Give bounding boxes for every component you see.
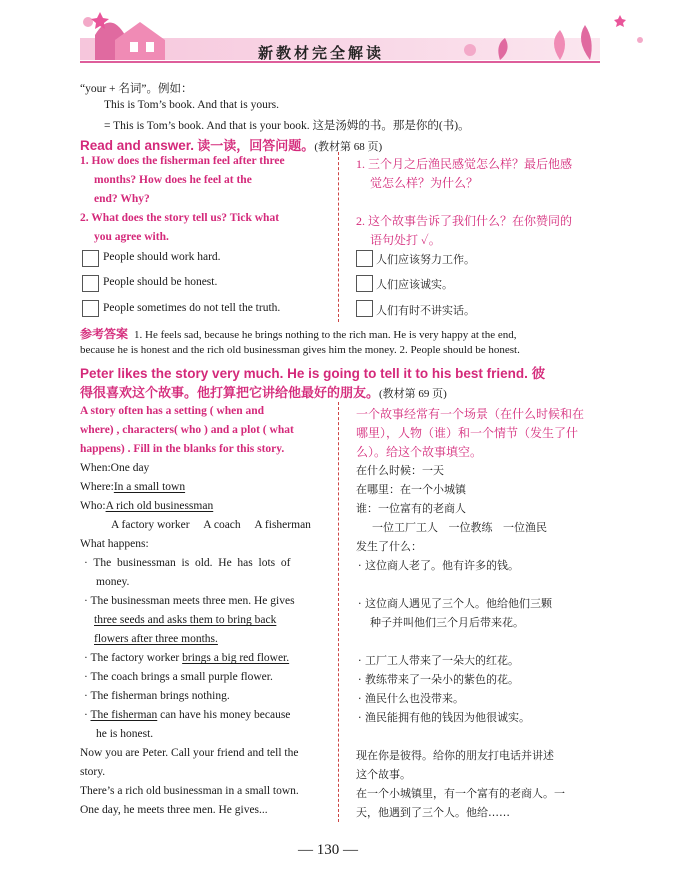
q2-en-line1: 2. What does the story tell us? Tick what	[80, 212, 280, 224]
cn-bullet-5: · 渔民什么也没带来。	[358, 692, 464, 705]
bullet-5: · The fisherman brings nothing.	[84, 690, 230, 702]
grammar-note: “your + 名词”。例如：	[80, 83, 193, 95]
cn-when: 在什么时候：一天	[356, 464, 444, 477]
checkbox-2[interactable]	[82, 275, 99, 292]
where-row: Where:In a small town	[80, 481, 186, 493]
cn-now-2: 这个故事。	[356, 768, 411, 781]
cn-what: 发生了什么：	[356, 540, 422, 553]
q1-en-line1: 1. How does the fisherman feel after three	[80, 155, 285, 167]
column-divider-1	[338, 152, 339, 322]
roles-row: A factory worker A coach A fisherman	[111, 519, 311, 531]
cn-bullet-2-line2: 种子并叫他们三个月后带来花。	[370, 616, 524, 629]
q2-cn-line1: 2. 这个故事告诉了我们什么？在你赞同的	[356, 214, 573, 228]
answer-line-1: 参考答案 1. He feels sad, because he brings nothing to the rich man. He is very happy at the end,	[80, 327, 517, 341]
instr-cn-2: 哪里），人物（谁）和一个情节（发生了什	[356, 426, 579, 440]
cn-bullet-2-line1: · 这位商人遇见了三个人。他给他们三颗	[358, 597, 552, 610]
bullet-6-line2: he is honest.	[96, 728, 154, 740]
checkbox-cn-3[interactable]	[356, 300, 373, 317]
cn-roles: 一位工厂工人 一位教练 一位渔民	[372, 521, 547, 534]
bullet-6: · The fisherman can have his money because	[84, 709, 291, 721]
q2-en-line2: you agree with.	[94, 231, 169, 243]
header-band	[0, 0, 675, 72]
instr-cn-3: 么）。给这个故事填空。	[356, 445, 483, 459]
example-line-1: This is Tom’s book. And that is yours.	[104, 99, 280, 111]
checkbox-3[interactable]	[82, 300, 99, 317]
page-number: — 130 —	[298, 842, 358, 858]
cn-bullet-4: · 教练带来了一朵小的紫色的花。	[358, 673, 519, 686]
checkbox-cn-1[interactable]	[356, 250, 373, 267]
section2-heading-line2: 得很喜欢这个故事。他打算把它讲给他最好的朋友。(教材第 69 页)	[80, 385, 447, 400]
option-cn-1: 人们应该努力工作。	[376, 253, 475, 266]
cn-there-2: 天，他遇到了三个人。他给……	[356, 806, 510, 819]
column-divider-2	[338, 402, 339, 822]
q1-cn-line2: 觉怎么样？为什么？	[370, 176, 479, 190]
bullet-3: · The factory worker brings a big red flower.	[84, 652, 290, 664]
option-2: People should be honest.	[103, 276, 218, 288]
cn-bullet-3: · 工厂工人带来了一朵大的红花。	[358, 654, 519, 667]
bullet-1-line1: · The businessman is old. He has lots of	[84, 557, 291, 569]
instr-cn-1: 一个故事经常有一个场景（在什么时候和在	[356, 407, 585, 421]
bullet-2-line1: · The businessman meets three men. He gives	[84, 595, 295, 607]
now-line-1: Now you are Peter. Call your friend and tell the	[80, 747, 299, 759]
q1-en-line3: end? Why?	[94, 193, 150, 205]
bullet-4: · The coach brings a small purple flower.	[84, 671, 273, 683]
now-line-2: story.	[80, 766, 106, 778]
checkbox-cn-2[interactable]	[356, 275, 373, 292]
header-title: 新教材完全解读	[258, 44, 385, 62]
instr-en-1: A story often has a setting ( when and	[80, 405, 265, 417]
there-line-2: One day, he meets three men. He gives...	[80, 804, 268, 816]
bullet-1-line2: money.	[96, 576, 130, 588]
instr-en-3: happens) . Fill in the blanks for this story.	[80, 443, 285, 455]
cn-there-1: 在一个小城镇里，有一个富有的老商人。一	[356, 787, 565, 800]
option-cn-2: 人们应该诚实。	[376, 278, 453, 291]
when-row: When:One day	[80, 462, 150, 474]
bullet-2-line3: flowers after three months.	[94, 633, 218, 645]
who-row: Who:A rich old businessman	[80, 500, 214, 512]
option-3: People sometimes do not tell the truth.	[103, 302, 281, 314]
instr-en-2: where) , characters( who ) and a plot ( what	[80, 424, 294, 436]
answer-line-2: because he is honest and the rich old businessman gives him the money. 2. People should be honest.	[80, 344, 520, 356]
example-line-2: = This is Tom’s book. And that is your book. 这是汤姆的书。那是你的(书)。	[104, 120, 470, 132]
cn-bullet-1: · 这位商人老了。他有许多的钱。	[358, 559, 519, 572]
checkbox-1[interactable]	[82, 250, 99, 267]
cn-now-1: 现在你是彼得。给你的朋友打电话并讲述	[356, 749, 554, 762]
q1-en-line2: months? How does he feel at the	[94, 174, 252, 186]
q1-cn-line1: 1. 三个月之后渔民感觉怎么样？最后他感	[356, 157, 573, 171]
what-happens-label: What happens:	[80, 538, 149, 550]
cn-bullet-6: · 渔民能拥有他的钱因为他很诚实。	[358, 711, 530, 724]
there-line-1: There’s a rich old businessman in a small town.	[80, 785, 299, 797]
q2-cn-line2: 语句处打 ✓。	[370, 233, 441, 247]
cn-who: 谁：一位富有的老商人	[356, 502, 466, 515]
option-cn-3: 人们有时不讲实话。	[376, 304, 475, 317]
option-1: People should work hard.	[103, 251, 221, 263]
cn-where: 在哪里：在一个小城镇	[356, 483, 466, 496]
section1-heading: Read and answer. 读一读，回答问题。(教材第 68 页)	[80, 138, 383, 153]
bullet-2-line2: three seeds and asks them to bring back	[94, 614, 277, 626]
section2-heading-line1: Peter likes the story very much. He is going to tell it to his best friend. 彼	[80, 366, 546, 381]
